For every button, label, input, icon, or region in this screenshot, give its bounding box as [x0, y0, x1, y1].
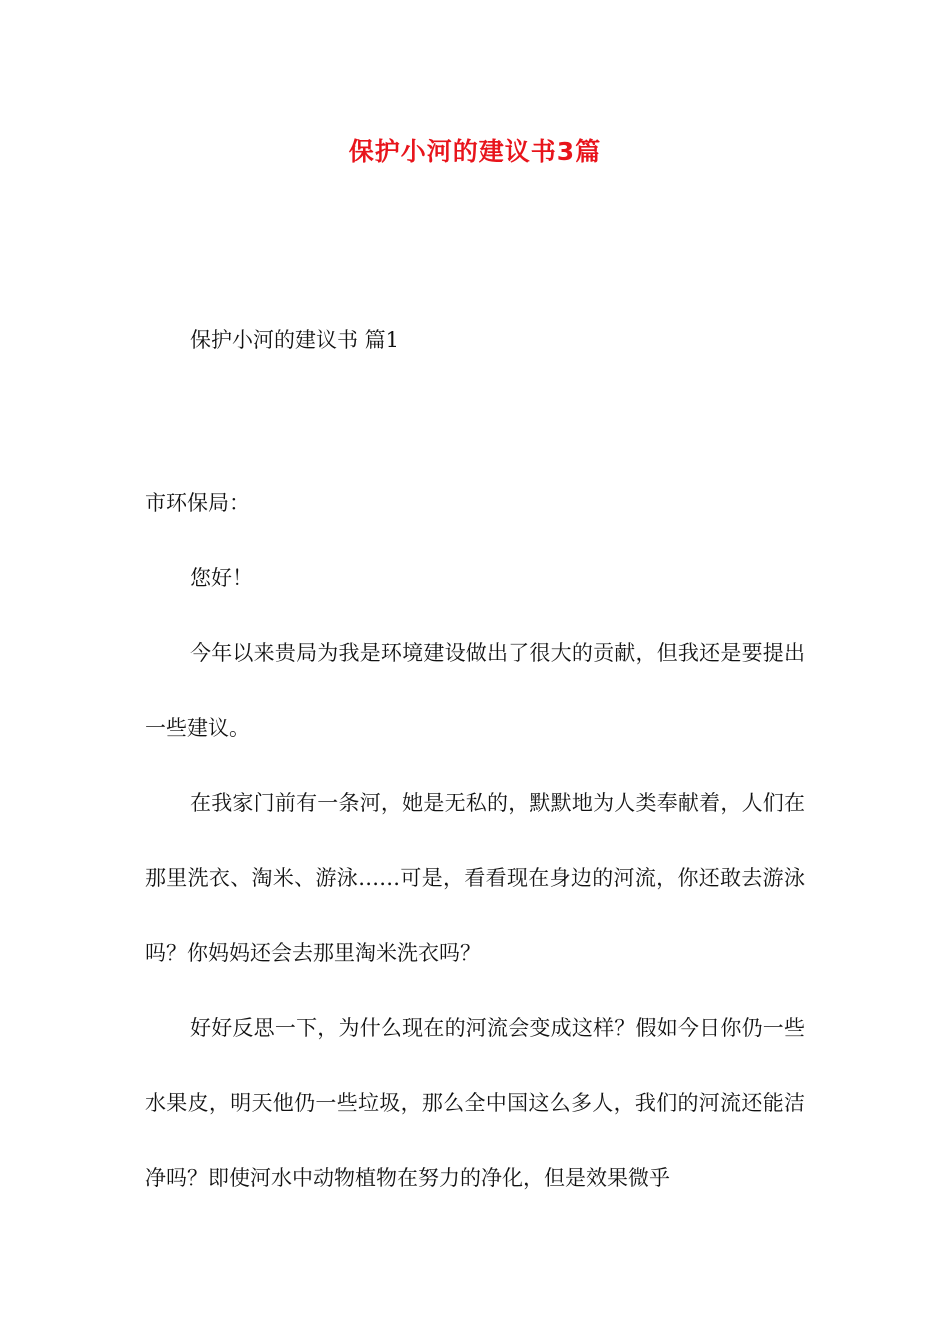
section-heading: 保护小河的建议书 篇1 — [190, 328, 400, 352]
document-title: 保护小河的建议书3篇 — [348, 137, 602, 166]
greeting: 您好！ — [190, 566, 253, 590]
paragraph: 在我家门前有一条河，她是无私的，默默地为人类奉献着，人们在那里洗衣、淘米、游泳……可是，看看现在身边的河流，你还敢去游泳吗？你妈妈还会去那里淘米洗衣吗？ — [145, 791, 805, 965]
salutation: 市环保局： — [145, 491, 250, 515]
paragraph: 好好反思一下，为什么现在的河流会变成这样？假如今日你仍一些水果皮，明天他仍一些垃圾，那么全中国这么多人，我们的河流还能洁净吗？即使河水中动物植物在努力的净化，但是效果微乎 — [145, 1016, 805, 1190]
letter-body — [145, 466, 805, 1216]
paragraph: 今年以来贵局为我是环境建设做出了很大的贡献，但我还是要提出一些建议。 — [145, 641, 805, 740]
